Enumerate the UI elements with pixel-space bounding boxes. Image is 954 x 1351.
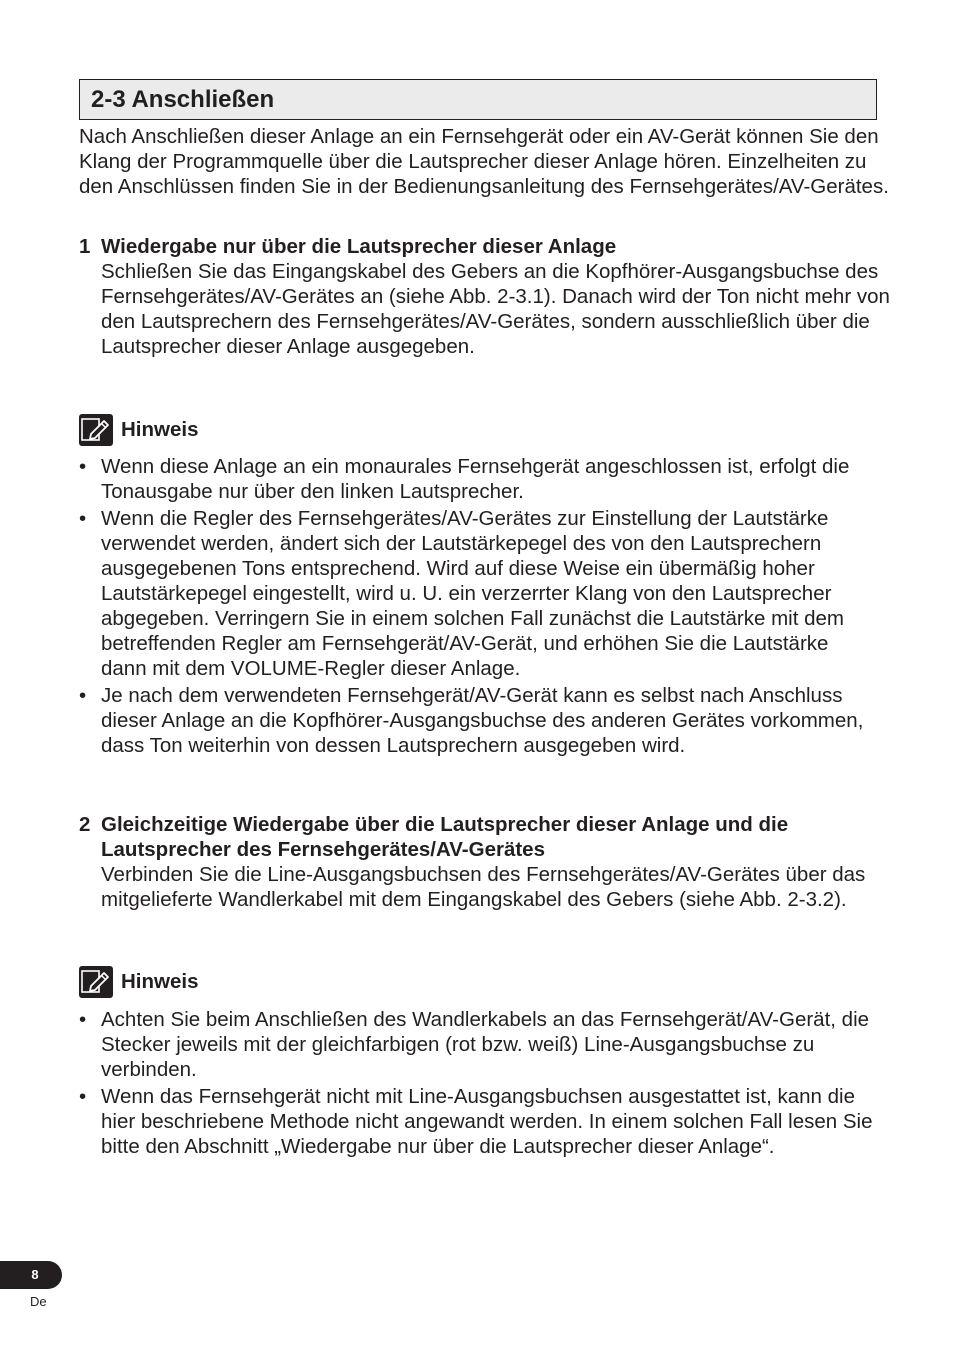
list-item [79, 454, 879, 504]
bullet-icon: • [79, 455, 87, 478]
step-body: Schließen Sie das Eingangskabel des Gebers an die Kopfhörer-Ausgangsbuchse des Fernsehgerätes/AV-Gerätes an (siehe Abb. 2-3.1). Danach wird der Ton nicht mehr von den Lautsprechern des Fernsehgerätes/AV-Gerätes, sondern ausschließlich über die Lautsprecher dieser Anlage ausgegeben. [101, 260, 890, 358]
step-2 [79, 812, 899, 912]
section-title: 2-3 Anschließen [91, 86, 275, 113]
step-number: 1 [79, 235, 91, 258]
intro-paragraph: Nach Anschließen dieser Anlage an ein Fernsehgerät oder ein AV-Gerät können Sie den Klang der Programmquelle über die Lautsprecher dieser Anlage hören. Einzelheiten zu den Anschlüssen finden Sie in der Bedienungsanleitung des Fernsehgerätes/AV-Gerätes. [79, 125, 889, 198]
note-label: Hinweis [121, 418, 199, 441]
pencil-icon [79, 414, 113, 446]
list-item [79, 506, 879, 681]
page-number-tab [0, 1261, 62, 1289]
list-item-text: Achten Sie beim Anschließen des Wandlerkabels an das Fernsehgerät/AV-Gerät, die Stecker jeweils mit der gleichfarbigen (rot bzw. weiß) Line-Ausgangsbuchse zu verbinden. [101, 1008, 870, 1081]
language-code: De [30, 1294, 47, 1309]
list-item-text: Je nach dem verwendeten Fernsehgerät/AV-Gerät kann es selbst nach Anschluss dieser Anlage an die Kopfhörer-Ausgangsbuchse des anderen Gerätes vorkommen, dass Ton weiterhin von dessen Lautsprechern ausgegeben wird. [101, 684, 864, 757]
list-item [79, 1084, 879, 1159]
note-2-list [79, 1007, 879, 1161]
section-header [79, 79, 877, 120]
list-item [79, 1007, 879, 1082]
list-item-text: Wenn das Fernsehgerät nicht mit Line-Ausgangsbuchsen ausgestattet ist, kann die hier beschriebene Methode nicht angewandt werden. In einem solchen Fall lesen Sie bitte den Abschnitt „Wiedergabe nur über die Lautsprecher dieser Anlage“. [101, 1085, 873, 1158]
note-label: Hinweis [121, 970, 199, 993]
list-item [79, 683, 879, 758]
step-title: Wiedergabe nur über die Lautsprecher dieser Anlage [101, 235, 617, 258]
list-item-text: Wenn die Regler des Fernsehgerätes/AV-Gerätes zur Einstellung der Lautstärke verwendet werden, ändert sich der Lautstärkepegel des von den Lautsprechern ausgegebenen Tons entsprechend. Wird auf diese Weise ein übermäßig hoher Lautstärkepegel eingestellt, wird u. U. ein verzerrter Klang von den Lautsprecher abgegeben. Verringern Sie in einem solchen Fall zunächst die Lautstärke mit dem betreffenden Regler am Fernsehgerät/AV-Gerät, und erhöhen Sie die Lautstärke dann mit dem VOLUME-Regler dieser Anlage. [101, 507, 844, 680]
bullet-icon: • [79, 684, 87, 707]
bullet-icon: • [79, 1085, 87, 1108]
pencil-icon [79, 966, 113, 998]
page-number: 8 [31, 1267, 39, 1282]
step-1 [79, 234, 899, 359]
note-1-list [79, 454, 879, 760]
list-item-text: Wenn diese Anlage an ein monaurales Fernsehgerät angeschlossen ist, erfolgt die Tonausgabe nur über den linken Lautsprecher. [101, 455, 850, 503]
bullet-icon: • [79, 507, 87, 530]
step-body: Verbinden Sie die Line-Ausgangsbuchsen des Fernsehgerätes/AV-Gerätes über das mitgelieferte Wandlerkabel mit dem Eingangskabel des Gebers (siehe Abb. 2-3.2). [101, 863, 866, 911]
step-title: Gleichzeitige Wiedergabe über die Lautsprecher dieser Anlage und die Lautsprecher des Fernsehgerätes/AV-Gerätes [101, 813, 789, 861]
step-number: 2 [79, 813, 91, 836]
bullet-icon: • [79, 1008, 87, 1031]
